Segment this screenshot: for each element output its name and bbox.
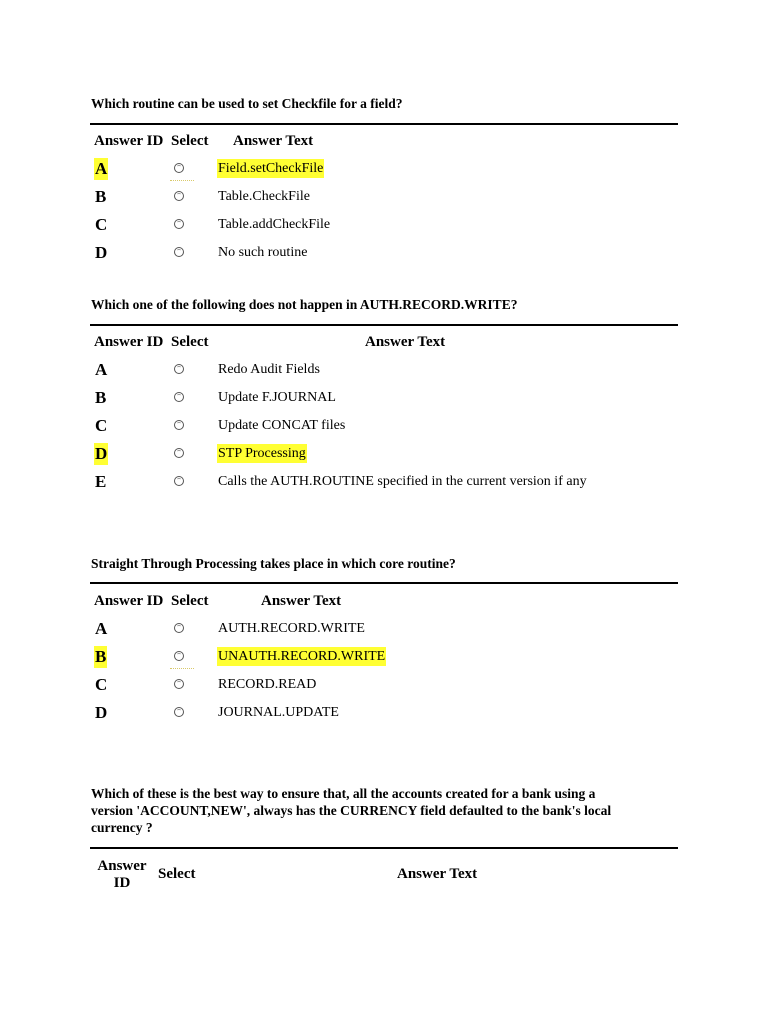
answer-text: Redo Audit Fields — [218, 362, 320, 377]
answer-text: UNAUTH.RECORD.WRITE — [218, 649, 386, 664]
question-4-line-2: version 'ACCOUNT,NEW', always has the CURRENCY field defaulted to the bank's local — [91, 803, 612, 818]
q2-answer-row-e — [0, 471, 768, 495]
answer-text: Update CONCAT files — [218, 418, 346, 433]
answer-id: D — [95, 243, 108, 262]
answer-text: Table.CheckFile — [218, 189, 310, 204]
answer-id: A — [95, 360, 108, 379]
q4-header-answer-id-line-1: Answer — [97, 858, 147, 874]
radio-button[interactable] — [174, 219, 184, 229]
answer-text: RECORD.READ — [218, 677, 317, 692]
answer-id: A — [95, 159, 108, 178]
question-1-rule — [90, 123, 678, 125]
q3-header-answer-text: Answer Text — [261, 593, 342, 609]
radio-button[interactable] — [174, 448, 184, 458]
answer-id: B — [95, 647, 107, 666]
q1-header-answer-text: Answer Text — [233, 133, 314, 149]
radio-button[interactable] — [174, 679, 184, 689]
answer-text: AUTH.RECORD.WRITE — [218, 621, 365, 636]
radio-button[interactable] — [174, 392, 184, 402]
answer-id: D — [95, 444, 108, 463]
radio-button[interactable] — [174, 707, 184, 717]
answer-id: D — [95, 703, 108, 722]
q2-header-select: Select — [171, 334, 209, 350]
q2-header-answer-text: Answer Text — [365, 334, 446, 350]
q3-header-answer-id: Answer ID — [94, 593, 164, 609]
q4-header-answer-id-line-2: ID — [113, 875, 131, 891]
q1-answer-row-c — [0, 214, 768, 238]
q2-answer-row-c — [0, 415, 768, 439]
q3-header-select: Select — [171, 593, 209, 609]
answer-id: B — [95, 187, 107, 206]
q3-answer-row-a — [0, 618, 768, 642]
answer-text: Update F.JOURNAL — [218, 390, 336, 405]
q4-header-answer-text: Answer Text — [397, 866, 478, 882]
question-4-line-1: Which of these is the best way to ensure that, all the accounts created for a bank using a — [91, 786, 596, 801]
answer-text: Table.addCheckFile — [218, 217, 331, 232]
q3-answer-row-d — [0, 702, 768, 726]
radio-button[interactable] — [174, 364, 184, 374]
q2-header-answer-id: Answer ID — [94, 334, 164, 350]
q4-header-select: Select — [158, 866, 196, 882]
question-3-text: Straight Through Processing takes place in which core routine? — [91, 556, 456, 571]
question-2-rule — [90, 324, 678, 326]
q2-answer-row-d — [0, 443, 768, 467]
answer-id: C — [95, 675, 108, 694]
answer-text: No such routine — [218, 245, 308, 260]
q1-header-answer-id: Answer ID — [94, 133, 164, 149]
question-4-text — [91, 785, 678, 836]
radio-button[interactable] — [174, 247, 184, 257]
q3-answer-row-c — [0, 674, 768, 698]
radio-button[interactable] — [174, 623, 184, 633]
answer-text: JOURNAL.UPDATE — [218, 705, 339, 720]
radio-button[interactable] — [174, 476, 184, 486]
radio-button[interactable] — [174, 651, 184, 661]
answer-text: Field.setCheckFile — [218, 161, 324, 176]
answer-id: C — [95, 416, 108, 435]
question-1-text: Which routine can be used to set Checkfile for a field? — [91, 96, 403, 111]
q4-header-answer-id — [97, 858, 147, 892]
answer-id: C — [95, 215, 108, 234]
answer-id: B — [95, 388, 107, 407]
question-4-line-3: currency ? — [91, 820, 153, 835]
q1-answer-row-b — [0, 186, 768, 210]
answer-id: A — [95, 619, 108, 638]
question-4-rule — [90, 847, 678, 849]
answer-id: E — [95, 472, 107, 491]
q1-answer-row-a — [0, 158, 768, 182]
q1-header-select: Select — [171, 133, 209, 149]
q2-answer-row-b — [0, 387, 768, 411]
answer-text: Calls the AUTH.ROUTINE specified in the current version if any — [218, 474, 587, 489]
question-2-text: Which one of the following does not happen in AUTH.RECORD.WRITE? — [91, 297, 518, 312]
answer-text: STP Processing — [218, 446, 306, 461]
radio-button[interactable] — [174, 163, 184, 173]
radio-button[interactable] — [174, 191, 184, 201]
q2-answer-row-a — [0, 359, 768, 383]
radio-button[interactable] — [174, 420, 184, 430]
question-3-rule — [90, 582, 678, 584]
q1-answer-row-d — [0, 242, 768, 266]
q3-answer-row-b — [0, 646, 768, 670]
